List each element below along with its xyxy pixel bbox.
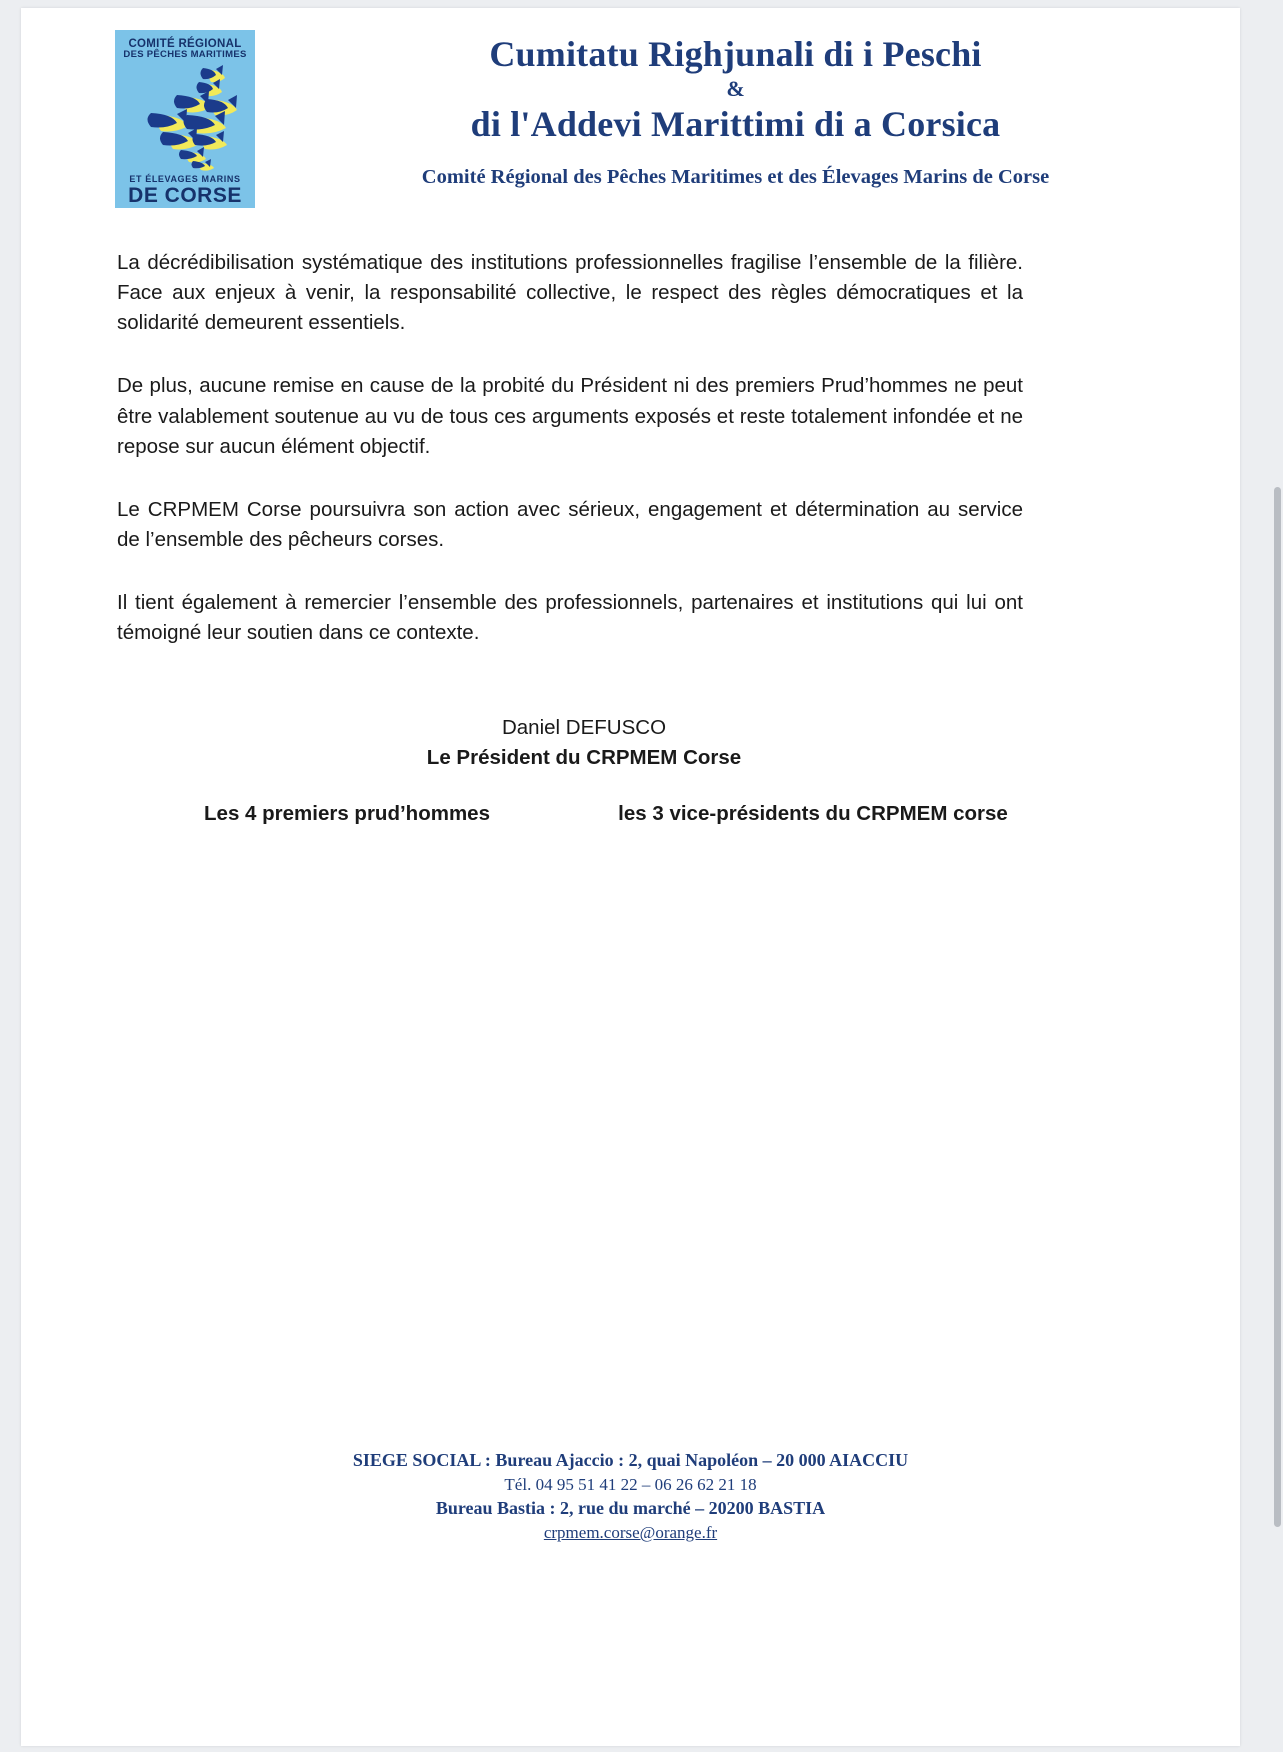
body-paragraph: Il tient également à remercier l’ensemble des professionnels, partenaires et institutions qui lui ont témoigné leur soutien dans ce contexte. <box>117 591 1023 645</box>
signature-prudhommes-label: Les 4 premiers prud’hommes <box>204 802 490 826</box>
title-ampersand: & <box>726 76 745 102</box>
document-header <box>21 8 1240 228</box>
vertical-scrollbar-thumb[interactable] <box>1274 487 1281 1527</box>
logo-top-text <box>115 38 255 61</box>
logo-bottom-line-1: ET ÉLEVAGES MARINS <box>129 174 241 185</box>
document-subtitle: Comité Régional des Pêches Maritimes et des Élevages Marins de Corse <box>421 166 1050 189</box>
vertical-scrollbar-track[interactable] <box>1271 0 1283 1752</box>
logo-bottom-line-2: DE CORSE <box>128 183 242 207</box>
footer-bastia-office-line: Bureau Bastia : 2, rue du marché – 20200 BASTIA <box>435 1498 826 1519</box>
document-page <box>21 8 1240 1746</box>
footer-email-link[interactable]: crpmem.corse@orange.fr <box>543 1523 718 1543</box>
body-paragraph: Le CRPMEM Corse poursuivra son action avec sérieux, engagement et détermination au service de l’ensemble des pêcheurs corses. <box>117 497 1023 551</box>
signature-name: Daniel DEFUSCO <box>501 716 667 739</box>
footer-phone-line: Tél. 04 95 51 41 22 – 06 26 62 21 18 <box>504 1474 757 1494</box>
document-body <box>117 248 1023 648</box>
footer-headquarters-line: SIEGE SOCIAL : Bureau Ajaccio : 2, quai Napoléon – 20 000 AIACCIU <box>352 1450 909 1470</box>
body-paragraph: La décrédibilisation systématique des institutions professionnelles fragilise l’ensemble de la filière. Face aux enjeux à venir, la responsabilité collective, le respect des règles démocratiques et la solidarité demeurent essentiels. <box>117 251 1023 335</box>
signature-vicepresidents-label: les 3 vice-présidents du CRPMEM corse <box>618 802 1008 826</box>
logo-bottom-text <box>115 175 255 206</box>
logo-top-line-2: DES PÊCHES MARITIMES <box>123 49 247 61</box>
organization-logo <box>115 30 255 208</box>
signature-cosigners-row <box>117 802 1023 826</box>
signature-block <box>117 713 1023 826</box>
document-title-block <box>271 34 1200 189</box>
logo-top-line-1: COMITÉ RÉGIONAL <box>128 38 242 50</box>
title-line-1: Cumitatu Righjunali di i Peschi <box>489 34 982 74</box>
signature-title: Le Président du CRPMEM Corse <box>426 745 742 769</box>
body-paragraph: De plus, aucune remise en cause de la probité du Président ni des premiers Prud’hommes ne peut être valablement soutenue au vu de tous ces arguments exposés et reste totalement infondée et ne repose sur aucun élément objectif. <box>117 374 1023 458</box>
document-footer <box>21 1448 1240 1545</box>
title-line-2: di l'Addevi Marittimi di a Corsica <box>470 104 1001 144</box>
fish-school-icon <box>115 64 255 174</box>
